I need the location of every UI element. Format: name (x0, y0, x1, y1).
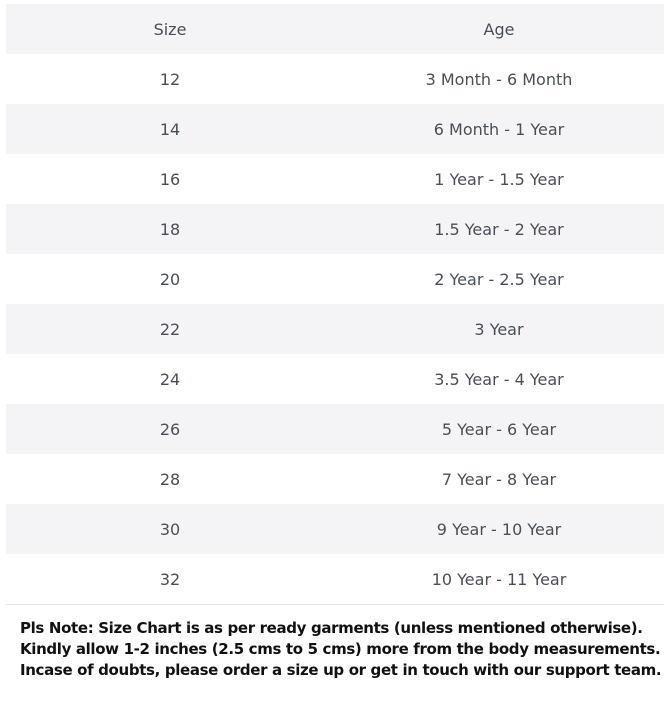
age-cell: 2 Year - 2.5 Year (434, 269, 564, 289)
age-cell: 3 Year (334, 304, 664, 354)
size-chart-note (20, 618, 660, 681)
size-cell: 14 (6, 104, 334, 154)
size-cell: 28 (159, 469, 181, 489)
table-row (6, 304, 664, 354)
table-row (6, 554, 664, 604)
age-cell: 7 Year - 8 Year (441, 469, 557, 489)
age-column-header: Age (334, 4, 664, 54)
age-cell: 6 Month - 1 Year (334, 104, 664, 154)
table-row (6, 154, 664, 204)
age-cell: 5 Year - 6 Year (334, 404, 664, 454)
note-line: Pls Note: Size Chart is as per ready garments (unless mentioned otherwise). (20, 619, 643, 637)
table-row (6, 54, 664, 104)
table-row (6, 204, 664, 254)
age-cell: 1 Year - 1.5 Year (434, 169, 564, 189)
table-row (6, 104, 664, 154)
table-row (6, 354, 664, 404)
age-cell: 9 Year - 10 Year (334, 504, 664, 554)
size-column-header: Size (6, 4, 334, 54)
size-cell: 16 (159, 169, 181, 189)
age-cell: 3 Month - 6 Month (425, 69, 573, 89)
table-header-row (6, 4, 664, 54)
table-row (6, 254, 664, 304)
table-row (6, 404, 664, 454)
table-bottom-divider (6, 604, 664, 605)
age-cell: 3.5 Year - 4 Year (434, 369, 564, 389)
note-line: Incase of doubts, please order a size up or get in touch with our support team. (20, 661, 662, 679)
size-cell: 22 (6, 304, 334, 354)
size-cell: 20 (159, 269, 181, 289)
size-cell: 26 (6, 404, 334, 454)
age-cell: 1.5 Year - 2 Year (334, 204, 664, 254)
size-chart-table (6, 4, 664, 604)
size-cell: 24 (159, 369, 181, 389)
table-row (6, 504, 664, 554)
note-line: Kindly allow 1-2 inches (2.5 cms to 5 cms) more from the body measurements. (20, 640, 661, 658)
age-cell: 10 Year - 11 Year (431, 569, 567, 589)
size-cell: 32 (159, 569, 181, 589)
size-cell: 30 (6, 504, 334, 554)
table-row (6, 454, 664, 504)
size-cell: 18 (6, 204, 334, 254)
size-cell: 12 (159, 69, 181, 89)
